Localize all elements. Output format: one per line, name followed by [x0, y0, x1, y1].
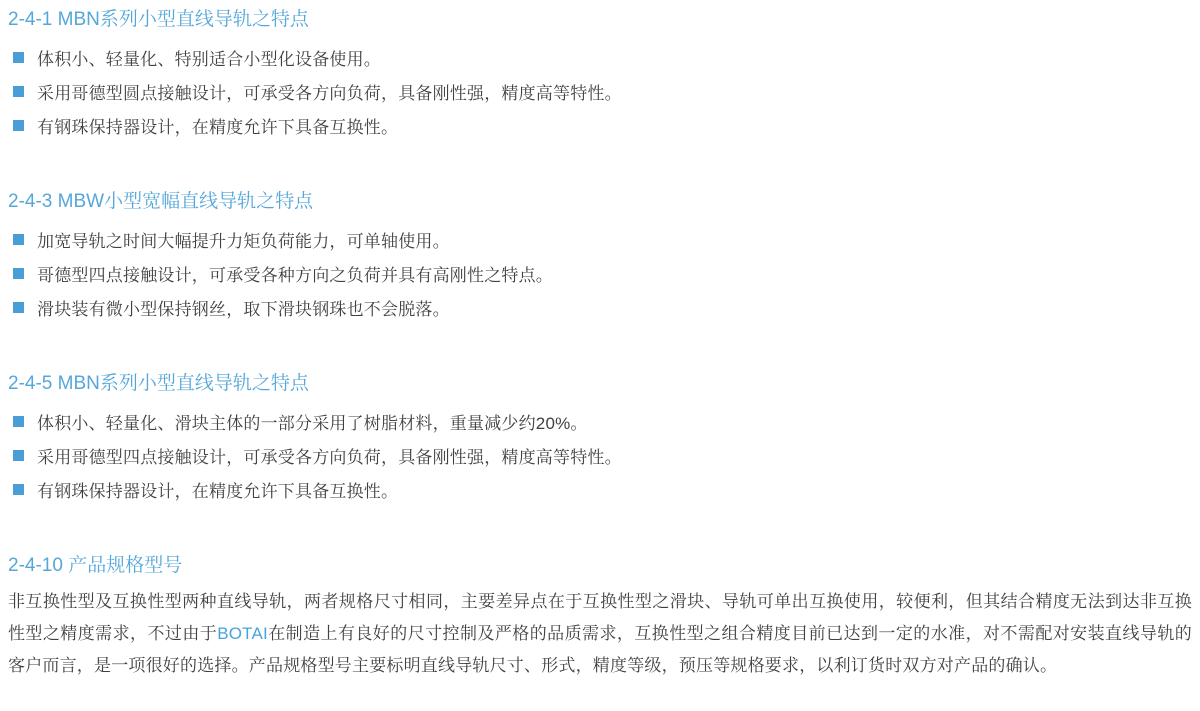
bullet-text: 有钢珠保持器设计，在精度允许下具备互换性。: [37, 481, 399, 501]
section-heading: 2-4-10 产品规格型号: [8, 555, 183, 576]
bullet-square-icon: [13, 450, 24, 461]
bullet-text: 体积小、轻量化、滑块主体的一部分采用了树脂材料，重量减少约20%。: [37, 413, 588, 433]
list-item: [8, 256, 1192, 290]
list-item: [8, 108, 1192, 142]
bullet-text: 哥德型四点接触设计，可承受各种方向之负荷并具有高刚性之特点。: [37, 265, 553, 285]
list-item: [8, 74, 1192, 108]
list-item: [8, 472, 1192, 506]
list-item: [8, 222, 1192, 256]
bullet-square-icon: [13, 302, 24, 313]
section-mbw-features: [8, 190, 1192, 324]
bullet-square-icon: [13, 268, 24, 279]
bullet-square-icon: [13, 52, 24, 63]
bullet-square-icon: [13, 416, 24, 427]
bullet-text: 采用哥德型圆点接触设计，可承受各方向负荷，具备刚性强，精度高等特性。: [37, 83, 622, 103]
bullet-square-icon: [13, 484, 24, 495]
section-product-spec: [8, 554, 1192, 682]
list-item: [8, 290, 1192, 324]
section-heading: 2-4-5 MBN系列小型直线导轨之特点: [8, 373, 309, 394]
spec-paragraph-part2: 在制造上有良好的尺寸控制及严格的品质需求，互换性型之组合精度目前已达到一定的水准，对不需配对安装直线导轨的客户而言，是一项很好的选择。产品规格型号主要标明直线导轨尺寸、形式，精度等级，预压等规格要求，以利订货时双方对产品的确认。: [8, 624, 1192, 675]
brand-link[interactable]: BOTAI: [217, 624, 268, 643]
bullet-text: 加宽导轨之时间大幅提升力矩负荷能力，可单轴使用。: [37, 231, 450, 251]
list-item: [8, 438, 1192, 472]
list-item: [8, 404, 1192, 438]
list-item: [8, 40, 1192, 74]
spec-paragraph: [8, 586, 1192, 682]
bullet-text: 采用哥德型四点接触设计，可承受各方向负荷，具备刚性强，精度高等特性。: [37, 447, 622, 467]
bullet-square-icon: [13, 86, 24, 97]
bullet-square-icon: [13, 234, 24, 245]
section-mbn-features-1: [8, 8, 1192, 142]
spec-paragraph-part1: 非互换性型及互换性型两种直线导轨，两者规格尺寸相同，主要差异点在于互换性型之滑块、导轨可单出互换使用，较便利，但其结合精度无法到达非互换性型之精度需求，不过由于: [8, 592, 1192, 643]
bullet-text: 滑块装有微小型保持钢丝，取下滑块钢珠也不会脱落。: [37, 299, 450, 319]
section-heading: 2-4-3 MBW小型宽幅直线导轨之特点: [8, 191, 314, 212]
bullet-text: 体积小、轻量化、特别适合小型化设备使用。: [37, 49, 381, 69]
section-heading: 2-4-1 MBN系列小型直线导轨之特点: [8, 9, 309, 30]
bullet-text: 有钢珠保持器设计，在精度允许下具备互换性。: [37, 117, 399, 137]
bullet-square-icon: [13, 120, 24, 131]
section-mbn-features-2: [8, 372, 1192, 506]
